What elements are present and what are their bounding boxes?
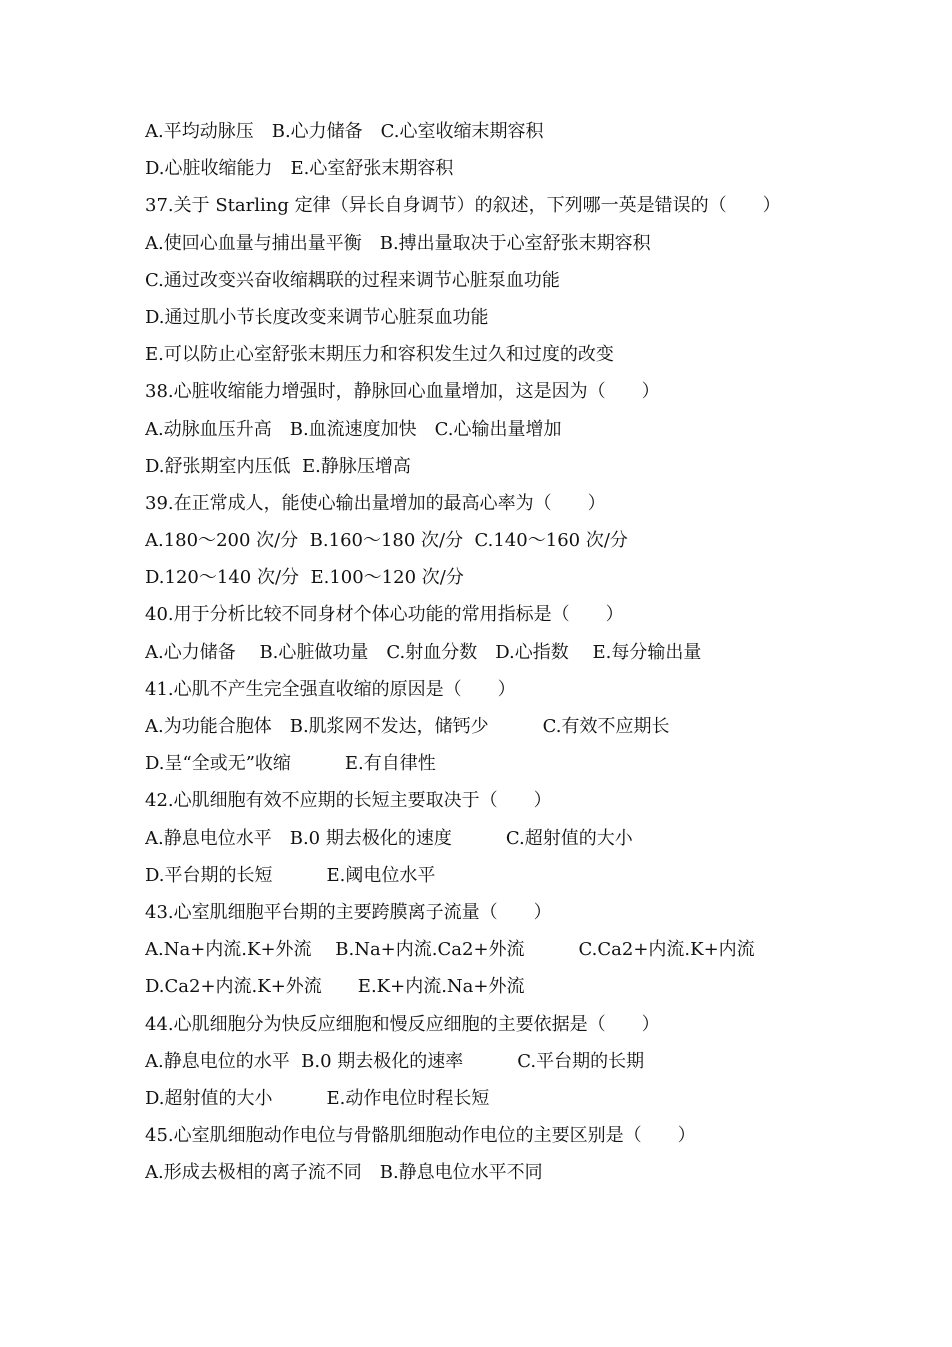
text-line: A.180～200 次/分 B.160～180 次/分 C.140～160 次/分	[145, 530, 628, 552]
text-line: A.平均动脉压 B.心力储备 C.心室收缩末期容积	[145, 121, 544, 142]
text-line: D.超射值的大小 E.动作电位时程长短	[145, 1087, 490, 1109]
text-line: A.静息电位水平 B.0 期去极化的速度 C.超射值的大小	[145, 827, 633, 849]
text-line: C.通过改变兴奋收缩耦联的过程来调节心脏泵血功能	[145, 269, 560, 291]
text-line: D.通过肌小节长度改变来调节心脏泵血功能	[145, 306, 489, 328]
question-38: 38.心脏收缩能力增强时，静脉回心血量增加，这是因为（ ）	[145, 381, 660, 403]
question-39: 39.在正常成人，能使心输出量增加的最高心率为（ ）	[145, 492, 606, 514]
text-line: E.可以防止心室舒张末期压力和容积发生过久和过度的改变	[145, 344, 614, 366]
text-line: D.呈“全或无”收缩 E.有自律性	[145, 753, 436, 775]
text-line: A.形成去极相的离子流不同 B.静息电位水平不同	[145, 1162, 543, 1184]
text-line: D.心脏收缩能力 E.心室舒张末期容积	[145, 158, 454, 180]
text-line: D.平台期的长短 E.阈电位水平	[145, 864, 436, 886]
question-41: 41.心肌不产生完全强直收缩的原因是（ ）	[145, 678, 516, 700]
text-line: A.动脉血压升高 B.血流速度加快 C.心输出量增加	[145, 418, 562, 440]
question-44: 44.心肌细胞分为快反应细胞和慢反应细胞的主要依据是（ ）	[145, 1013, 660, 1035]
text-line: D.舒张期室内压低 E.静脉压增高	[145, 455, 411, 477]
question-37: 37.关于 Starling 定律（异长自身调节）的叙述，下列哪一英是错误的（ ）	[145, 195, 781, 217]
question-42: 42.心肌细胞有效不应期的长短主要取决于（ ）	[145, 790, 552, 812]
question-text-block	[145, 113, 845, 1191]
text-line: A.心力储备 B.心脏做功量 C.射血分数 D.心指数 E.每分输出量	[145, 641, 702, 663]
text-line: D.120～140 次/分 E.100～120 次/分	[145, 567, 464, 589]
text-line: D.Ca2+内流.K+外流 E.K+内流.Na+外流	[145, 976, 525, 998]
text-line: A.Na+内流.K+外流 B.Na+内流.Ca2+外流 C.Ca2+内流.K+内流	[145, 939, 755, 961]
text-line: A.使回心血量与捕出量平衡 B.搏出量取决于心室舒张末期容积	[145, 232, 651, 254]
text-line: A.静息电位的水平 B.0 期去极化的速率 C.平台期的长期	[145, 1050, 645, 1072]
question-40: 40.用于分析比较不同身材个体心功能的常用指标是（ ）	[145, 604, 624, 626]
question-43: 43.心室肌细胞平台期的主要跨膜离子流量（ ）	[145, 901, 552, 923]
question-45: 45.心室肌细胞动作电位与骨骼肌细胞动作电位的主要区别是（ ）	[145, 1125, 696, 1147]
text-line: A.为功能合胞体 B.肌浆网不发达，储钙少 C.有效不应期长	[145, 716, 670, 737]
